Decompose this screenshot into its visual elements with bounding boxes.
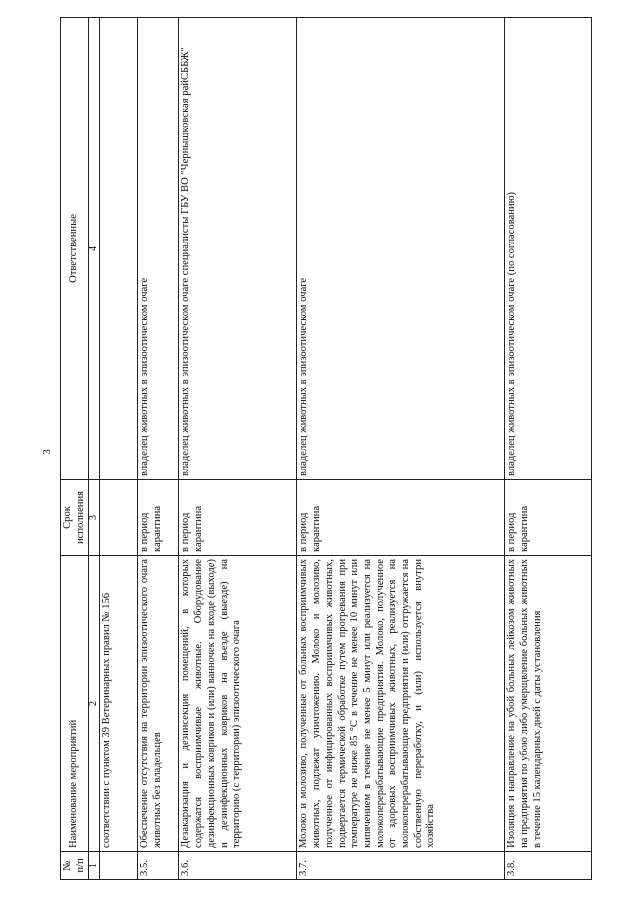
row-responsible: владелец животных в эпизоотическом очаге специалисты ГБУ ВО "Чернышковская райСББЖ" <box>179 18 297 480</box>
row-responsible: владелец животных в эпизоотическом очаге <box>297 18 505 480</box>
table-header-row <box>61 18 89 880</box>
row-number: 3.7. <box>297 852 505 880</box>
row-responsible <box>100 18 138 480</box>
header-term: Срок исполнения <box>61 480 89 556</box>
row-number: 3.5. <box>138 852 179 880</box>
row-responsible: владелец животных в эпизоотическом очаге <box>138 18 179 480</box>
column-number: 3 <box>89 480 100 556</box>
table-row <box>297 18 505 880</box>
row-term <box>100 480 138 556</box>
row-term: в период карантина <box>505 480 592 556</box>
row-responsible: владелец животных в эпизоотическом очаге (по согласованию) <box>505 18 592 480</box>
row-term: в период карантина <box>297 480 505 556</box>
column-number: 4 <box>89 18 100 480</box>
column-number: 1 <box>89 852 100 880</box>
row-measure: Изоляция и направление на убой больных лейкозом животных на предприятия по убою либо умерщвление больных животных в течение 15 календарных дней с даты установления <box>505 556 592 852</box>
measures-table <box>60 17 592 880</box>
row-number: 3.8. <box>505 852 592 880</box>
row-measure: Обеспечение отсутствия на территории эпизоотического очага животных без владельцев <box>138 556 179 852</box>
row-term: в период карантина <box>179 480 297 556</box>
header-name: Наименование мероприятий <box>61 556 89 852</box>
header-responsible: Ответственные <box>61 18 89 480</box>
row-measure: Дезакаризация и дезинсекция помещений, в которых содержатся восприимчивые животные. Оборудование дезинфекционных ковриков и (или) ванночек на входе (выходе) и дезинфекционных ковриков на въезде (выезде) на территорию (с территории) эпизоотического очага <box>179 556 297 852</box>
rotated-table-container <box>60 18 590 880</box>
table-row <box>505 18 592 880</box>
row-measure: Молоко и молозиво, полученные от больных восприимчивых животных, подлежат уничтожению. Молоко и молозиво, полученное от инфицированных восприимчивых животных, подвергается термической обработке путем прогревания при температуре не ниже 85 °С в течение не менее 10 минут или кипячением в течение не менее 5 минут или реализуется на молокоперерабатывающие предприятия. Молоко, полученное от здоровых восприимчивых животных, реализуется на молокоперерабатывающие предприятия и (или) отгружается на собственную переработку, и (или) используется внутри хозяйства <box>297 556 505 852</box>
column-number: 2 <box>89 556 100 852</box>
row-term: в период карантина <box>138 480 179 556</box>
table-row <box>179 18 297 880</box>
row-number: 3.6. <box>179 852 297 880</box>
page-number: 3 <box>41 449 53 455</box>
table-row <box>138 18 179 880</box>
column-number-row <box>89 18 100 880</box>
header-num: № п/п <box>61 852 89 880</box>
table-row <box>100 18 138 880</box>
row-number <box>100 852 138 880</box>
row-measure: соответствии с пунктом 39 Ветеринарных правил № 156 <box>100 556 138 852</box>
